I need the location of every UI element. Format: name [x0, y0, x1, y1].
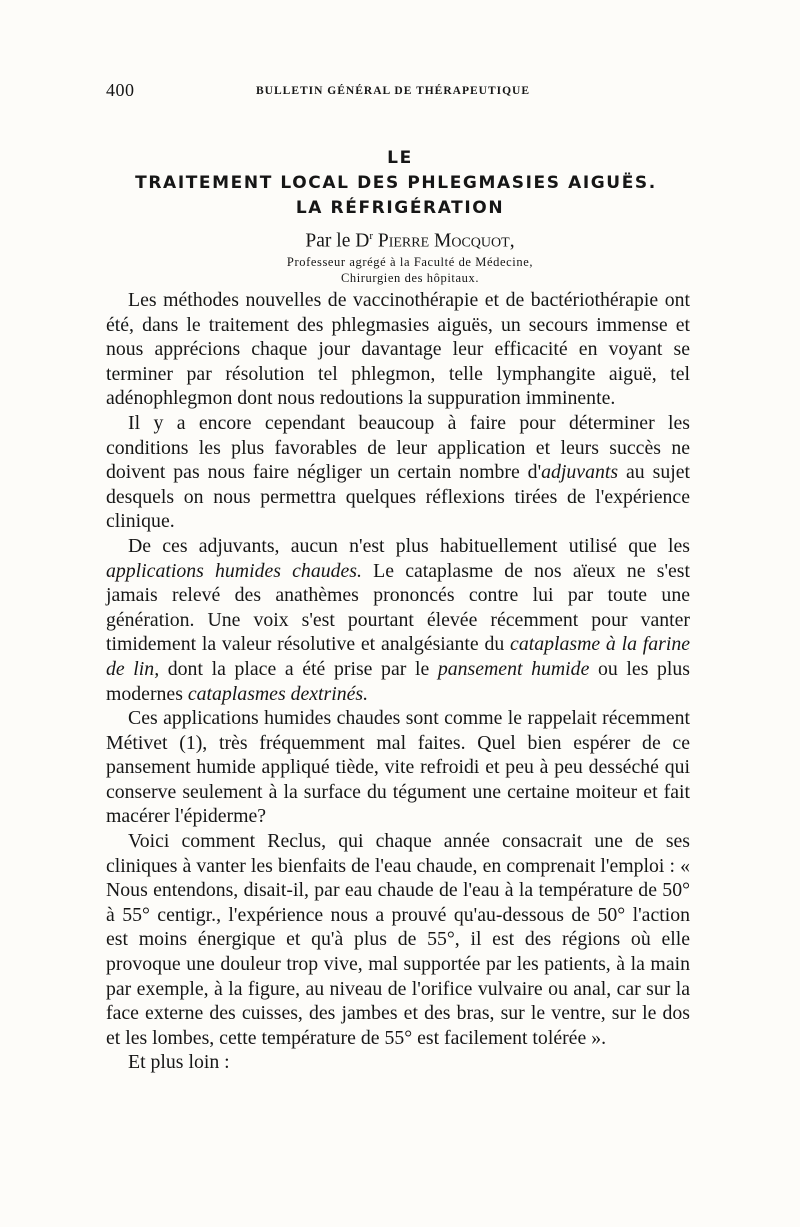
paragraph-3-text-c: dont la place a été prise par le — [159, 657, 438, 680]
paragraph-6: Et plus loin : — [128, 1051, 230, 1074]
author-line — [20, 224, 800, 254]
paragraph-3-text-b: Le cataplasme de nos aïeux ne s'est jamais relevé des anathèmes prononcés contre lui par toute une génération. Une voix s'est pourtant élevée récemment pour vanter timidement la valeur résolutive et analgésiante du — [106, 559, 690, 656]
paragraph-3 — [106, 534, 690, 706]
byline — [0, 224, 800, 286]
running-header — [106, 80, 692, 106]
author-title-sup: r — [369, 230, 373, 242]
author-affiliation-1: Professeur agrégé à la Faculté de Médecine, — [286, 254, 534, 269]
paragraph-2-italic: adjuvants — [541, 461, 619, 484]
article-title — [0, 146, 800, 221]
article-body — [106, 288, 690, 1075]
page-number: 400 — [106, 80, 135, 100]
title-line-1: LE — [387, 148, 413, 168]
paragraph-3-italic-1: applications humides chaudes. — [106, 559, 362, 582]
paragraph-2-text-end: au sujet desquels on nous permettra quelques réflexions tirées de l'expérience clinique. — [106, 461, 690, 533]
paragraph-3-text-d: ou les plus modernes — [106, 657, 691, 705]
paragraph-3-text-a: De ces adjuvants, aucun n'est plus habituellement utilisé que les — [128, 534, 690, 557]
paragraph-3-italic-3: pansement humide — [437, 657, 590, 680]
paragraph-2 — [106, 411, 690, 534]
journal-title: BULLETIN GÉNÉRAL DE THÉRAPEUTIQUE — [256, 85, 531, 97]
paragraph-3-italic-2: cataplasme à la farine de lin, — [106, 633, 690, 680]
title-line-3: LA RÉFRIGÉRATION — [295, 198, 505, 218]
title-line-2: TRAITEMENT LOCAL DES PHLEGMASIES AIGUËS. — [135, 173, 657, 193]
paragraph-4: Ces applications humides chaudes sont comme le rappelait récemment Métivet (1), très fréquemment mal faites. Quel bien espérer de ce pansement humide appliqué tiède, vite refroidi et peu à peu desséché qui conserve seulement à la surface du tégument une certaine moiteur et fait macérer l'épiderme? — [106, 707, 690, 828]
author-name: Pierre Mocquot, — [372, 230, 515, 252]
paragraph-3-italic-4: cataplasmes dextrinés. — [187, 682, 369, 705]
paragraph-2-text: Il y a encore cependant beaucoup à faire pour déterminer les conditions les plus favorables de leur application et leurs succès ne doivent pas nous faire négliger un certain nombre d' — [106, 411, 690, 484]
author-prefix: Par le D — [305, 230, 370, 252]
paragraph-1: Les méthodes nouvelles de vaccinothérapie et de bactériothérapie ont été, dans le traitement des phlegmasies aiguës, un secours immense et nous apprécions chaque jour davantage leur efficacité en voyant se terminer par résolution tel phlegmon, telle lymphangite aiguë, tel adénophlegmon dont nous redoutions la suppuration imminente. — [106, 289, 690, 410]
author-affiliation-2: Chirurgien des hôpitaux. — [340, 270, 480, 285]
paragraph-5: Voici comment Reclus, qui chaque année consacrait une de ses cliniques à vanter les bienfaits de l'eau chaude, en comprenait l'emploi : « Nous entendons, disait-il, par eau chaude de l'eau à la température de 50° à 55° centigr., l'expérience nous a prouvé qu'au-dessous de 50° l'action est moins énergique et qu'à plus de 55°, il est des régions où elle provoque une douleur trop vive, mal supportée par les patients, à la main par exemple, à la figure, au niveau de l'orifice vulvaire ou anal, car sur la face externe des cuisses, des jambes et des bras, sur le ventre, sur le dos et les lombes, cette température de 55° est facilement tolérée ». — [106, 830, 690, 1049]
